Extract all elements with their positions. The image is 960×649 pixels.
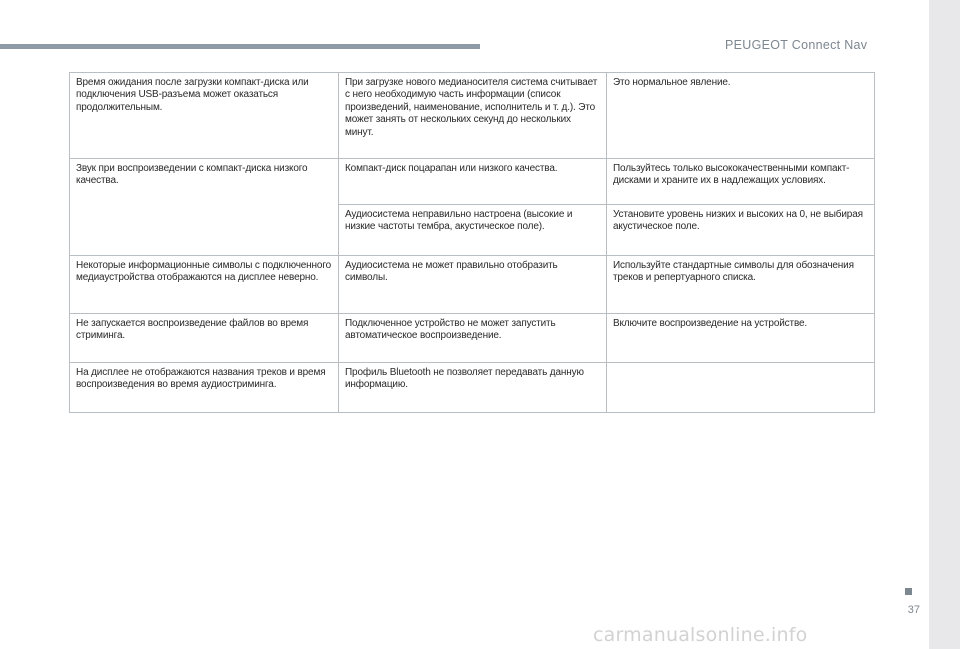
cause-text: Подключенное устройство не может запустить автоматическое воспроизведение.: [345, 318, 556, 342]
troubleshooting-table: [69, 72, 875, 413]
solution-cell: [607, 363, 875, 413]
solution-text: Установите уровень низких и высоких на 0, не выбирая акустическое поле.: [613, 209, 863, 233]
solution-cell: [607, 159, 875, 205]
problem-text: Не запускается воспроизведение файлов во время стриминга.: [76, 318, 309, 342]
cause-cell: [339, 159, 607, 205]
problem-text: Звук при воспроизведении с компакт-диска низкого качества.: [76, 163, 308, 187]
solution-text: Используйте стандартные символы для обозначения треков и репертуарного списка.: [613, 260, 854, 284]
cause-text: Компакт-диск поцарапан или низкого качества.: [345, 163, 558, 174]
problem-cell: [70, 314, 339, 363]
problem-cell: [70, 256, 339, 314]
cause-cell: [339, 314, 607, 363]
solution-text: Пользуйтесь только высококачественными компакт-дисками и храните их в надлежащих условиях.: [613, 163, 850, 187]
page-number: 37: [907, 604, 920, 616]
cause-text: Профиль Bluetooth не позволяет передавать данную информацию.: [345, 367, 584, 391]
side-strip: [929, 0, 960, 649]
cause-cell: [339, 256, 607, 314]
cause-cell: [339, 205, 607, 256]
watermark: carmanualsonline.info: [593, 624, 808, 646]
problem-text: Время ожидания после загрузки компакт-диска или подключения USB-разъема может оказаться продолжительным.: [76, 77, 309, 113]
table-row: [70, 73, 875, 159]
table-row: [70, 256, 875, 314]
table-row: [70, 363, 875, 413]
cause-cell: [339, 363, 607, 413]
solution-text: Включите воспроизведение на устройстве.: [613, 318, 808, 329]
solution-cell: [607, 314, 875, 363]
problem-text: На дисплее не отображаются названия треков и время воспроизведения во время аудиостриминга.: [76, 367, 326, 391]
cause-text: При загрузке нового медианосителя система считывает с него необходимую часть информации (список произведений, наименование, исполнитель и т. д.). Это может занять от нескольких секунд до нескольких минут.: [345, 77, 598, 138]
header-rule: [0, 44, 480, 49]
cause-cell: [339, 73, 607, 159]
problem-cell: [70, 73, 339, 159]
table-row: [70, 159, 875, 205]
solution-cell: [607, 205, 875, 256]
header-title: PEUGEOT Connect Nav: [725, 38, 868, 52]
problem-text: Некоторые информационные символы с подключенного медиаустройства отображаются на дисплее неверно.: [76, 260, 332, 284]
solution-cell: [607, 256, 875, 314]
cause-text: Аудиосистема неправильно настроена (высокие и низкие частоты тембра, акустическое поле).: [345, 209, 573, 233]
problem-cell: [70, 159, 339, 256]
side-marker-square: [905, 588, 912, 595]
solution-cell: [607, 73, 875, 159]
cause-text: Аудиосистема не может правильно отобразить символы.: [345, 260, 558, 284]
table-row: [70, 314, 875, 363]
problem-cell: [70, 363, 339, 413]
solution-text: Это нормальное явление.: [613, 77, 731, 88]
